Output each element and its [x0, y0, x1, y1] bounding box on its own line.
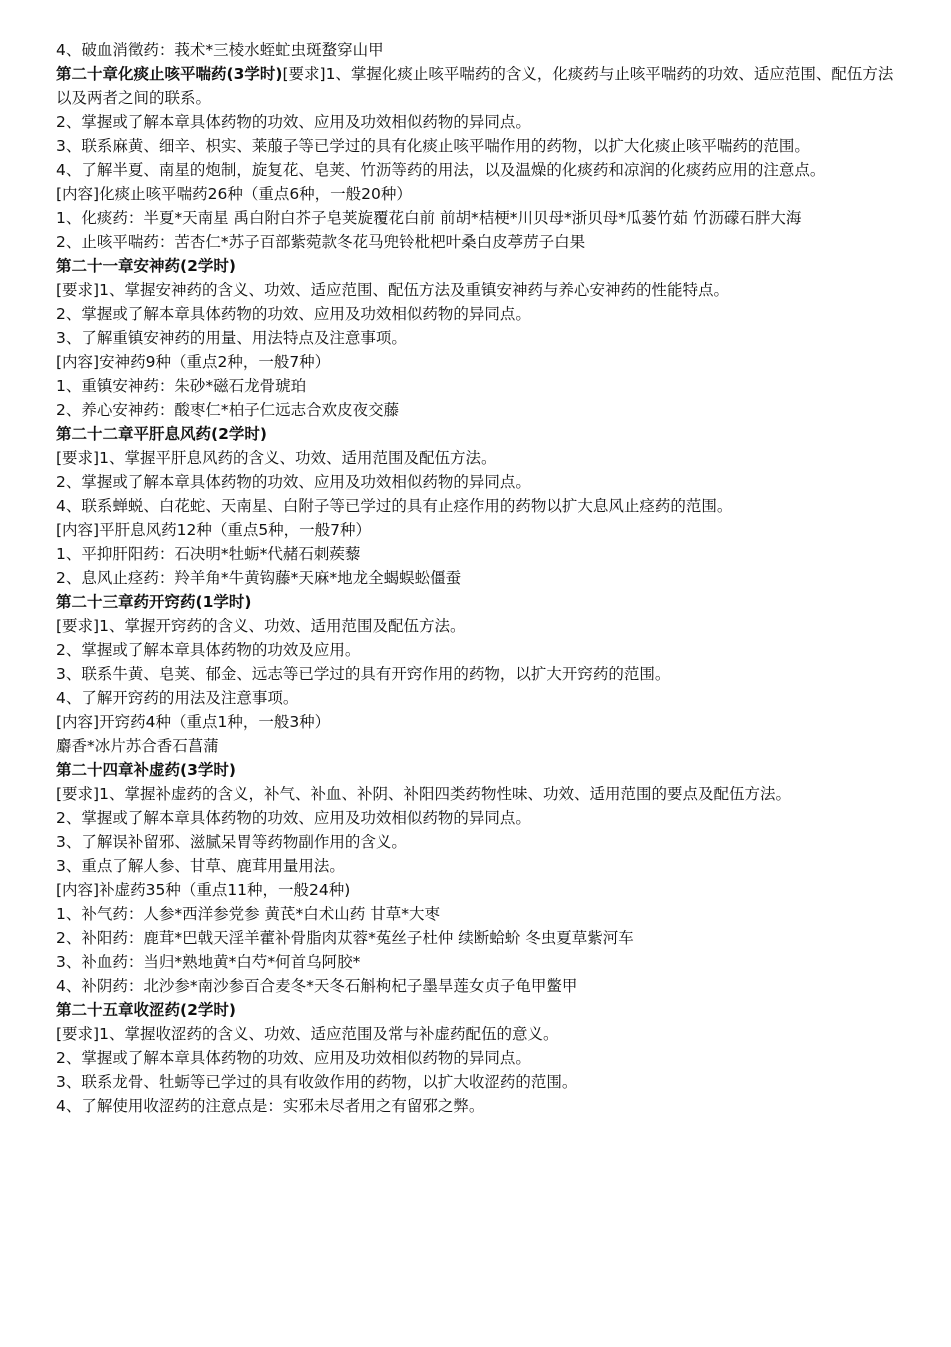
chapter-25-heading: 第二十五章收涩药(2学时)	[56, 1001, 236, 1019]
drug-list-line: 1、补气药：人参*西洋参党参 黄芪*白术山药 甘草*大枣	[56, 905, 440, 923]
drug-list-line: 1、重镇安神药：朱砂*磁石龙骨琥珀	[56, 377, 307, 395]
drug-list-line: 2、息风止痉药：羚羊角*牛黄钩藤*天麻*地龙全蝎蜈蚣僵蚕	[56, 569, 462, 587]
drug-list-line: 3、补血药：当归*熟地黄*白芍*何首乌阿胶*	[56, 953, 361, 971]
text-line: 4、了解开窍药的用法及注意事项。	[56, 689, 299, 707]
text-line: [要求]1、掌握收涩药的含义、功效、适应范围及常与补虚药配伍的意义。	[56, 1025, 559, 1043]
chapter-20-req-1: [要求]1、掌握化痰止咳平喘药的含义，化痰药与止咳平喘药的功效、适应范围、配伍方法以及两者之间的联系。	[56, 65, 894, 107]
text-line: 3、了解重镇安神药的用量、用法特点及注意事项。	[56, 329, 407, 347]
chapter-24-heading: 第二十四章补虚药(3学时)	[56, 761, 236, 779]
text-line: 2、掌握或了解本章具体药物的功效、应用及功效相似药物的异同点。	[56, 809, 531, 827]
text-line: 2、掌握或了解本章具体药物的功效、应用及功效相似药物的异同点。	[56, 1049, 531, 1067]
text-line: 4、破血消徵药：莪术*三棱水蛭虻虫斑蝥穿山甲	[56, 41, 384, 59]
content-summary: [内容]平肝息风药12种（重点5种，一般7种）	[56, 521, 372, 539]
text-line: 2、掌握或了解本章具体药物的功效、应用及功效相似药物的异同点。	[56, 305, 531, 323]
drug-list-line: 2、养心安神药：酸枣仁*柏子仁远志合欢皮夜交藤	[56, 401, 400, 419]
drug-list-line: 麝香*冰片苏合香石菖蒲	[56, 737, 219, 755]
text-line: 3、重点了解人参、甘草、鹿茸用量用法。	[56, 857, 345, 875]
text-line: 4、了解使用收涩药的注意点是：实邪未尽者用之有留邪之弊。	[56, 1097, 485, 1115]
drug-list-line: 2、止咳平喘药：苦杏仁*苏子百部紫菀款冬花马兜铃枇杷叶桑白皮葶苈子白果	[56, 233, 586, 251]
drug-list-line: 1、化痰药：半夏*天南星 禹白附白芥子皂荚旋覆花白前 前胡*桔梗*川贝母*浙贝母*瓜蒌竹茹 竹沥礞石胖大海	[56, 209, 802, 227]
text-line: 2、掌握或了解本章具体药物的功效、应用及功效相似药物的异同点。	[56, 113, 531, 131]
content-summary: [内容]安神药9种（重点2种，一般7种）	[56, 353, 331, 371]
text-line: 3、联系麻黄、细辛、枳实、莱菔子等已学过的具有化痰止咳平喘作用的药物，以扩大化痰止咳平喘药的范围。	[56, 137, 810, 155]
text-line: 3、了解误补留邪、滋腻呆胃等药物副作用的含义。	[56, 833, 407, 851]
content-summary: [内容]化痰止咳平喘药26种（重点6种，一般20种）	[56, 185, 412, 203]
text-line: 3、联系牛黄、皂荚、郁金、远志等已学过的具有开窍作用的药物，以扩大开窍药的范围。	[56, 665, 671, 683]
document-page	[56, 38, 906, 1118]
text-line: [要求]1、掌握开窍药的含义、功效、适用范围及配伍方法。	[56, 617, 466, 635]
content-summary: [内容]开窍药4种（重点1种，一般3种）	[56, 713, 331, 731]
chapter-22-heading: 第二十二章平肝息风药(2学时)	[56, 425, 267, 443]
text-line: 2、掌握或了解本章具体药物的功效、应用及功效相似药物的异同点。	[56, 473, 531, 491]
content-summary: [内容]补虚药35种（重点11种，一般24种)	[56, 881, 351, 899]
drug-list-line: 4、补阴药：北沙参*南沙参百合麦冬*天冬石斛枸杞子墨旱莲女贞子龟甲鳖甲	[56, 977, 578, 995]
text-line: 3、联系龙骨、牡蛎等已学过的具有收敛作用的药物，以扩大收涩药的范围。	[56, 1073, 578, 1091]
text-line: [要求]1、掌握补虚药的含义，补气、补血、补阴、补阳四类药物性味、功效、适用范围的要点及配伍方法。	[56, 785, 791, 803]
drug-list-line: 1、平抑肝阳药：石决明*牡蛎*代赭石刺蒺藜	[56, 545, 361, 563]
chapter-20-heading: 第二十章化痰止咳平喘药(3学时)	[56, 65, 283, 83]
text-line: [要求]1、掌握安神药的含义、功效、适应范围、配伍方法及重镇安神药与养心安神药的性能特点。	[56, 281, 729, 299]
text-line: 4、了解半夏、南星的炮制，旋复花、皂荚、竹沥等药的用法，以及温燥的化痰药和凉润的化痰药应用的注意点。	[56, 161, 826, 179]
drug-list-line: 2、补阳药：鹿茸*巴戟天淫羊藿补骨脂肉苁蓉*菟丝子杜仲 续断蛤蚧 冬虫夏草紫河车	[56, 929, 634, 947]
text-line: 2、掌握或了解本章具体药物的功效及应用。	[56, 641, 361, 659]
text-line: [要求]1、掌握平肝息风药的含义、功效、适用范围及配伍方法。	[56, 449, 497, 467]
chapter-23-heading: 第二十三章药开窍药(1学时)	[56, 593, 252, 611]
chapter-21-heading: 第二十一章安神药(2学时)	[56, 257, 236, 275]
chapter-20-requirements-intro	[56, 62, 906, 110]
text-line: 4、联系蝉蜕、白花蛇、天南星、白附子等已学过的具有止痉作用的药物以扩大息风止痉药的范围。	[56, 497, 733, 515]
